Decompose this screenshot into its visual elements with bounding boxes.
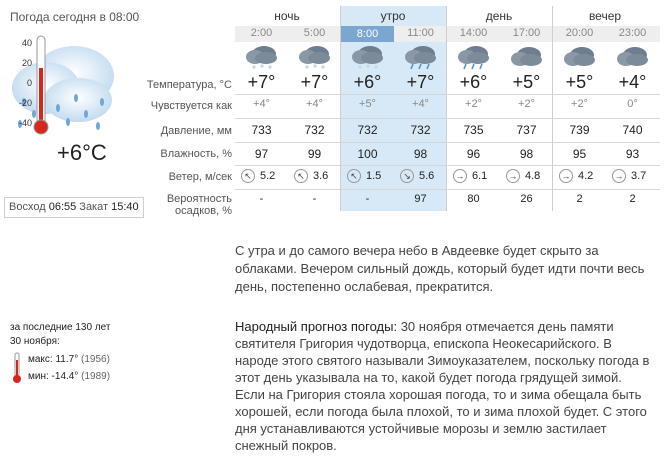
- history-min-value: -14.4°: [51, 371, 79, 382]
- pressure-cell: 740: [622, 123, 643, 137]
- history-title: [10, 321, 110, 349]
- wind-speed: 6.1: [472, 170, 488, 182]
- row-divider: [235, 118, 660, 119]
- pressure-cell: 737: [516, 123, 537, 137]
- period-night: ночь: [274, 9, 300, 23]
- precipitation-cell: 80: [467, 193, 480, 205]
- thermometer-scale: [10, 38, 32, 138]
- pressure-cell: 732: [357, 123, 378, 137]
- history-date: 30 ноября:: [10, 336, 60, 347]
- time-cell: 5:00: [303, 27, 326, 39]
- feels-like-cell: 0°: [627, 98, 638, 110]
- sunrise-time: 06:55: [48, 201, 77, 213]
- sunset-time: 15:40: [111, 201, 139, 213]
- humidity-cell: 93: [625, 147, 640, 161]
- cloud-rain-icon: [394, 44, 447, 72]
- feels-like-cell: +4°: [253, 98, 270, 110]
- feels-like-cell: +2°: [571, 98, 588, 110]
- wind-cell: [553, 168, 606, 186]
- temperature-cell: +7°: [300, 72, 329, 92]
- row-divider: [235, 142, 660, 143]
- temperature-cell: +5°: [565, 72, 594, 92]
- wind-speed: 3.6: [313, 170, 329, 182]
- precipitation-cell: 97: [414, 193, 427, 205]
- folk-forecast-text: 30 ноября отмечается день памяти святителя Григория чудотворца, епископа Неокесарийского. В народе этого святого называли Зимоуказателем, поскольку погода в этот день указывала на то, какой будет погода грядущей зимой. Если на Григория стояла хорошая погода, то и зима обещала быть хорошей, если погода была плохой, то и зима плохой будет. С этого дня устанавливаются устойчивые морозы и землю застилает снежный покров.: [235, 319, 650, 453]
- label-precip-2: осадков, %: [175, 205, 232, 217]
- wind-cell: [341, 168, 394, 186]
- temperature-cell: +6°: [459, 72, 488, 92]
- humidity-cell: 96: [466, 147, 481, 161]
- history-min-year: (1989): [81, 371, 111, 382]
- today-title: Погода сегодня в 08:00: [10, 10, 140, 24]
- scale-tick: -20: [18, 98, 32, 108]
- folk-forecast: [235, 318, 655, 454]
- wind-cell: [288, 168, 341, 186]
- time-cell: 8:00: [341, 26, 394, 42]
- precipitation-cell: -: [259, 193, 264, 205]
- label-pressure: Давление, мм: [160, 125, 232, 137]
- pressure-cell: 739: [569, 123, 590, 137]
- wind-speed: 4.8: [525, 170, 541, 182]
- label-humidity: Влажность, %: [160, 148, 232, 160]
- feels-like-cell: +5°: [359, 98, 376, 110]
- pressure-cell: 735: [463, 123, 484, 137]
- label-wind: Ветер, м/сек: [168, 171, 232, 183]
- history-max-label: макс:: [28, 354, 53, 365]
- sunset-label: Закат: [79, 201, 109, 213]
- cloud-icon: [500, 44, 553, 72]
- wind-speed: 4.2: [578, 170, 594, 182]
- forecast-description: С утра и до самого вечера небо в Авдеевке будет скрыто за облаками. Вечером сильный дождь, который будет идти почти весь день, постепенно ослабевая, прекратится.: [235, 243, 645, 294]
- precipitation-cell: -: [365, 193, 370, 205]
- precipitation-cell: -: [312, 193, 317, 205]
- time-cell: 20:00: [565, 27, 594, 39]
- cloud-snow-icon: [235, 44, 288, 72]
- cloud-icon: [606, 44, 659, 72]
- precipitation-cell: 2: [629, 193, 636, 205]
- period-morning: утро: [380, 9, 406, 23]
- pressure-cell: 733: [251, 123, 272, 137]
- scale-tick: 0: [26, 78, 32, 88]
- temperature-cell: +7°: [247, 72, 276, 92]
- wind-direction-icon: →: [559, 169, 573, 183]
- temperature-cell: +7°: [406, 72, 435, 92]
- wind-cell: [606, 168, 659, 186]
- humidity-cell: 95: [572, 147, 587, 161]
- wind-speed: 5.6: [419, 170, 435, 182]
- wind-direction-icon: →: [453, 169, 467, 183]
- folk-forecast-title: Народный прогноз погоды:: [235, 319, 398, 334]
- pressure-cell: 732: [410, 123, 431, 137]
- scale-tick: 20: [21, 58, 32, 68]
- history-min-label: мин:: [28, 371, 49, 382]
- precipitation-cell: 2: [576, 193, 583, 205]
- humidity-cell: 100: [357, 147, 378, 161]
- wind-speed: 5.2: [260, 170, 276, 182]
- label-feels: Чувствуется как: [150, 100, 232, 112]
- scale-tick: 40: [21, 38, 32, 48]
- sunrise-sunset-box: [4, 197, 144, 218]
- history-min: [28, 371, 110, 382]
- label-temperature: Температура, °С: [146, 79, 232, 91]
- wind-speed: 1.5: [366, 170, 382, 182]
- wind-cell: [394, 168, 447, 186]
- pressure-cell: 732: [304, 123, 325, 137]
- wind-speed: 3.7: [631, 170, 647, 182]
- feels-like-cell: +2°: [465, 98, 482, 110]
- sunrise-label: Восход: [9, 201, 46, 213]
- period-day: день: [485, 9, 513, 23]
- history-period: за последние 130 лет: [10, 322, 111, 333]
- time-cell: 2:00: [250, 27, 273, 39]
- wind-cell: [447, 168, 500, 186]
- history-max-value: 11.7°: [55, 354, 79, 365]
- wind-direction-icon: ↘: [400, 169, 414, 183]
- cloud-snow-icon: [288, 44, 341, 72]
- history-max: [28, 354, 110, 365]
- cloud-snow-icon: [341, 44, 394, 72]
- cloud-icon: [553, 44, 606, 72]
- feels-like-cell: +2°: [518, 98, 535, 110]
- wind-direction-icon: ↖: [294, 169, 308, 183]
- row-divider: [235, 94, 660, 95]
- temperature-cell: +6°: [353, 72, 382, 92]
- wind-direction-icon: ↖: [241, 169, 255, 183]
- row-divider: [235, 189, 660, 190]
- humidity-cell: 97: [254, 147, 269, 161]
- time-cell: 14:00: [459, 27, 488, 39]
- row-divider: [235, 165, 660, 166]
- humidity-cell: 98: [413, 147, 428, 161]
- humidity-cell: 98: [519, 147, 534, 161]
- feels-like-cell: +4°: [306, 98, 323, 110]
- time-cell: 17:00: [512, 27, 541, 39]
- cloud-rain-icon: [447, 44, 500, 72]
- wind-cell: [500, 168, 553, 186]
- current-temperature: +6°C: [57, 140, 107, 165]
- label-precip: Вероятность: [166, 193, 232, 205]
- history-max-year: (1956): [81, 354, 110, 365]
- temperature-cell: +5°: [512, 72, 541, 92]
- scale-tick: -40: [18, 118, 32, 128]
- humidity-cell: 99: [307, 147, 322, 161]
- feels-like-cell: +4°: [412, 98, 429, 110]
- period-evening: вечер: [588, 9, 622, 23]
- time-cell: 11:00: [407, 27, 434, 39]
- thermometer-icon: [12, 352, 22, 384]
- time-cell: 23:00: [618, 27, 647, 39]
- wind-cell: [235, 168, 288, 186]
- temperature-cell: +4°: [618, 72, 647, 92]
- wind-direction-icon: →: [506, 169, 520, 183]
- wind-direction-icon: →: [612, 169, 626, 183]
- precipitation-cell: 26: [520, 193, 533, 205]
- wind-direction-icon: ↖: [347, 169, 361, 183]
